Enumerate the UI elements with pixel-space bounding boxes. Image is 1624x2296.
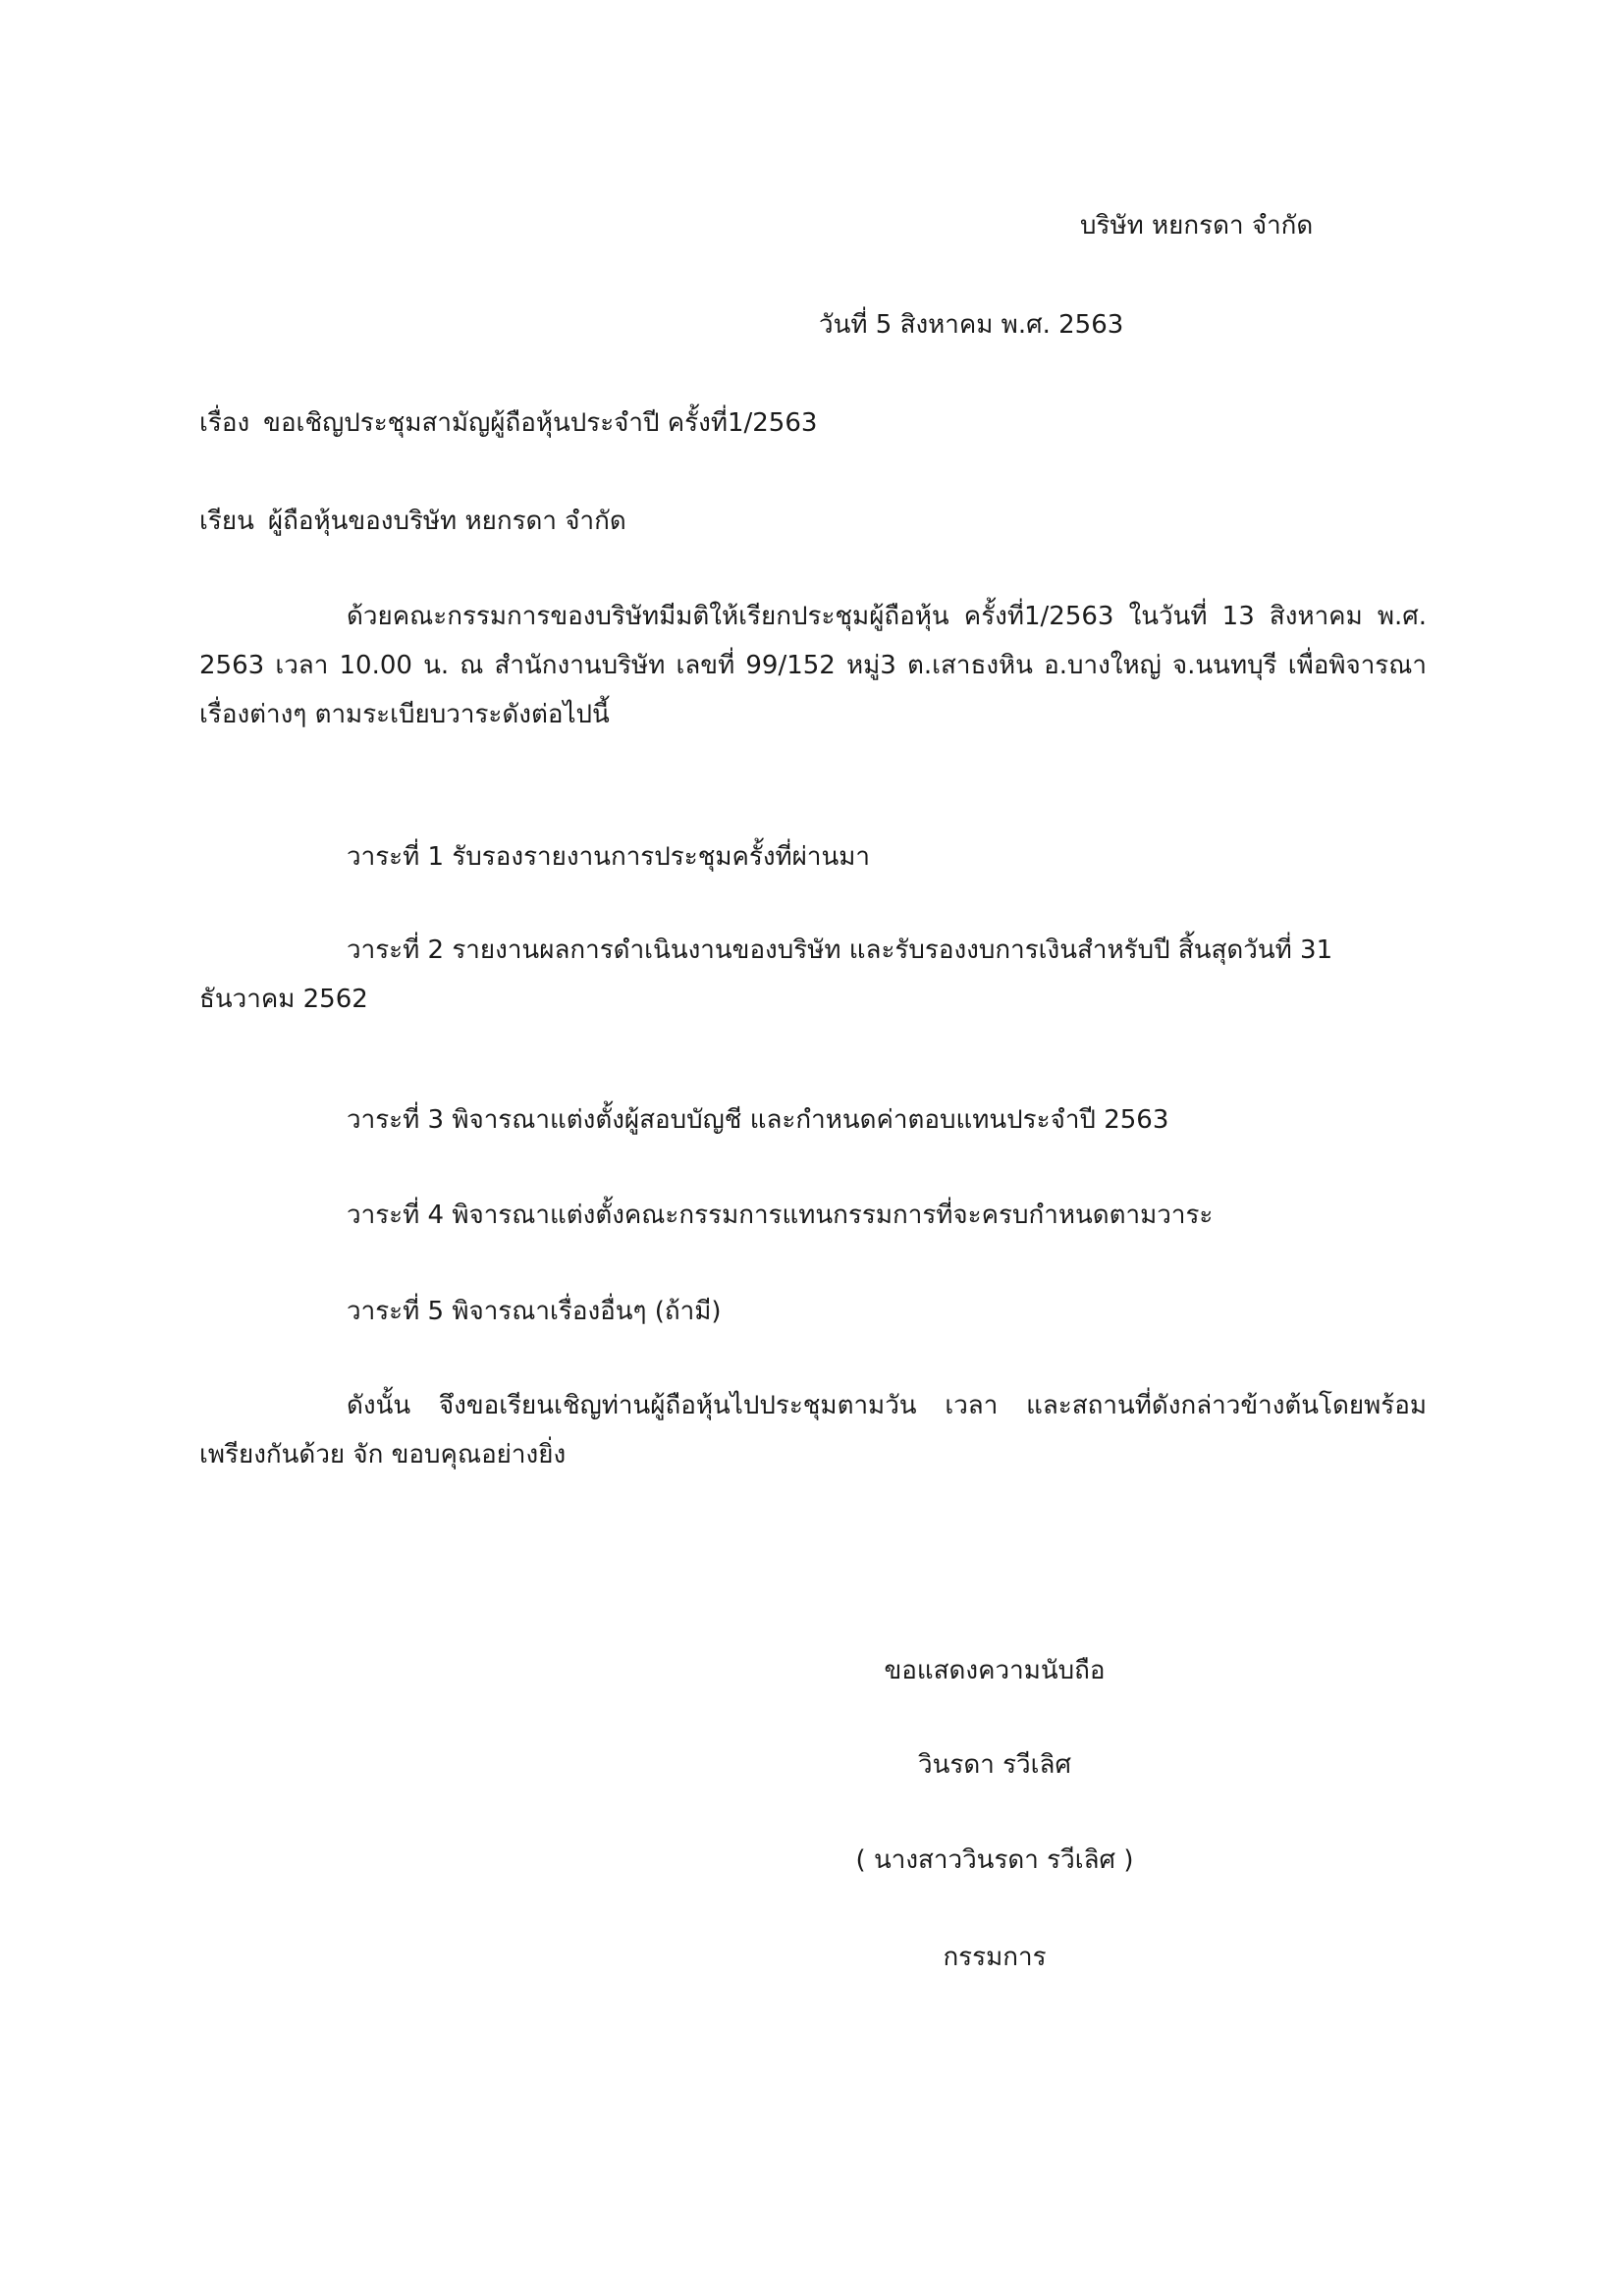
recipient-label: เรียน bbox=[199, 507, 254, 536]
recipient-line bbox=[199, 504, 626, 539]
signature-regards: ขอแสดงความนับถือ bbox=[884, 1656, 1106, 1685]
intro-paragraph: ด้วยคณะกรรมการของบริษัทมีมติให้เรียกประชุมผู้ถือหุ้น ครั้งที่1/2563 ในวันที่ 13 สิงหาคม พ.ศ. 2563 เวลา 10.00 น. ณ สำนักงานบริษัท เลขที่ 99/152 หมู่3 ต.เสาธงหิน อ.บางใหญ่ จ.นนทบุรี เพื่อพิจารณาเรื่องต่างๆ ตามระเบียบวาระดังต่อไปนี้ bbox=[199, 602, 1427, 729]
subject-label: เรื่อง bbox=[199, 408, 250, 438]
signature-title: กรรมการ bbox=[943, 1943, 1047, 1972]
company-name: บริษัท หยกรดา จำกัด bbox=[1080, 211, 1314, 240]
signature-name: วินรดา รวีเลิศ bbox=[918, 1750, 1071, 1780]
agenda-item-3: วาระที่ 3 พิจารณาแต่งตั้งผู้สอบบัญชี และกำหนดค่าตอบแทนประจำปี 2563 bbox=[347, 1105, 1169, 1135]
recipient-text: ผู้ถือหุ้นของบริษัท หยกรดา จำกัด bbox=[267, 507, 626, 536]
agenda-item-4: วาระที่ 4 พิจารณาแต่งตั้งคณะกรรมการแทนกรรมการที่จะครบกำหนดตามวาระ bbox=[347, 1201, 1214, 1230]
agenda-item-2: วาระที่ 2 รายงานผลการดำเนินงานของบริษัท และรับรองงบการเงินสำหรับปี สิ้นสุดวันที่ 31 ธันวาคม 2562 bbox=[199, 935, 1333, 1014]
agenda-item-1: วาระที่ 1 รับรองรายงานการประชุมครั้งที่ผ่านมา bbox=[347, 842, 871, 872]
letter-date: วันที่ 5 สิงหาคม พ.ศ. 2563 bbox=[819, 310, 1124, 340]
subject-line bbox=[199, 405, 817, 441]
closing-paragraph: ดังนั้น จึงขอเรียนเชิญท่านผู้ถือหุ้นไปประชุมตามวัน เวลา และสถานที่ดังกล่าวข้างต้นโดยพร้อมเพรียงกันด้วย จัก ขอบคุณอย่างยิ่ง bbox=[199, 1391, 1427, 1469]
signature-full-name: ( นางสาววินรดา รวีเลิศ ) bbox=[855, 1845, 1134, 1875]
subject-text: ขอเชิญประชุมสามัญผู้ถือหุ้นประจำปี ครั้งที่1/2563 bbox=[263, 408, 818, 438]
agenda-item-5: วาระที่ 5 พิจารณาเรื่องอื่นๆ (ถ้ามี) bbox=[347, 1297, 722, 1326]
